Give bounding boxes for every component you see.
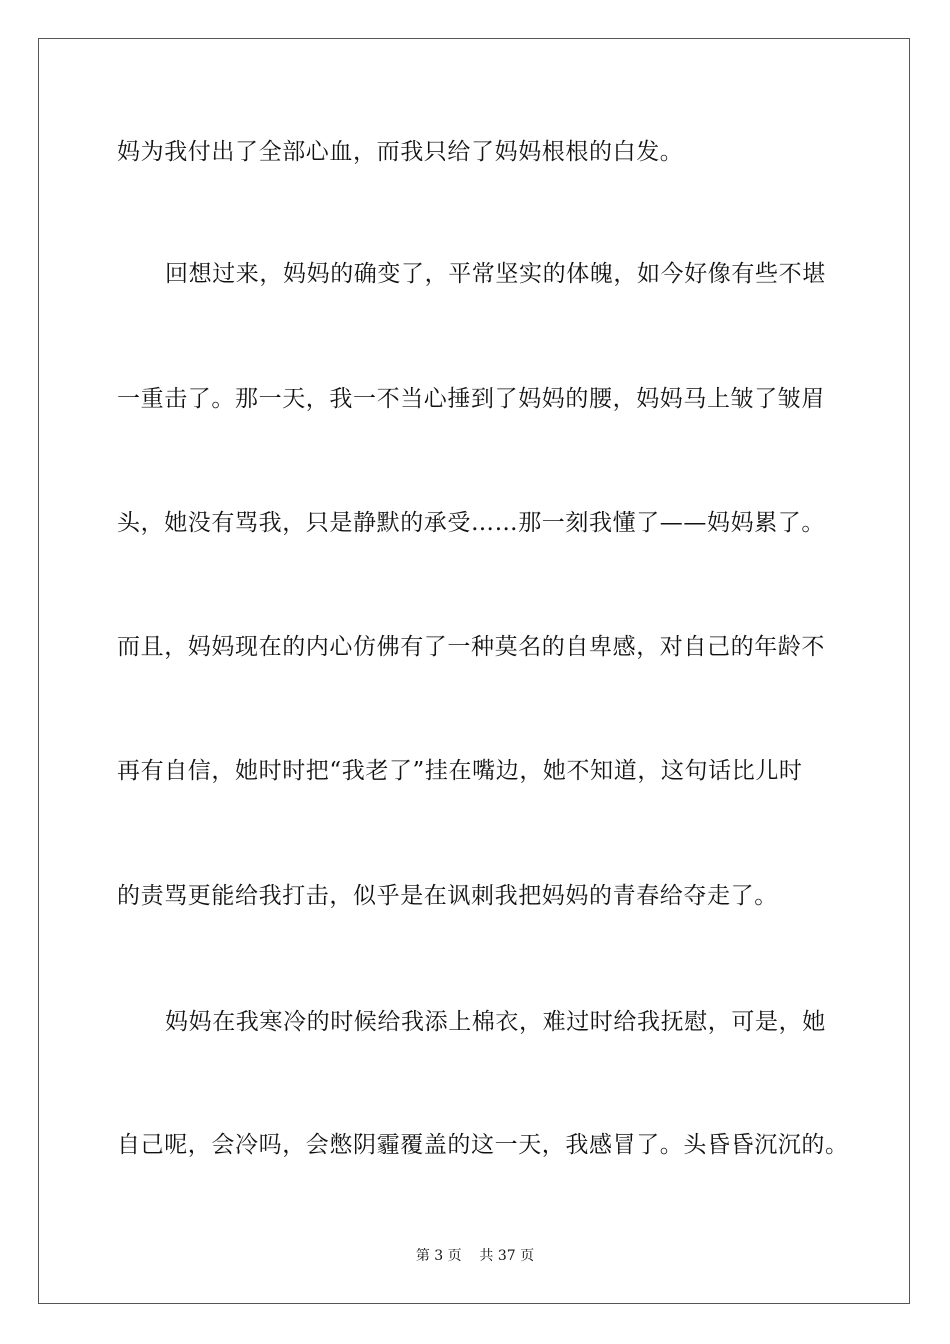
text-line: 回想过来，妈妈的确变了，平常坚实的体魄，如今好像有些不堪: [165, 261, 826, 287]
page-number: 第 3 页 共 37 页: [415, 1248, 535, 1264]
text-line: 再有自信，她时时把“我老了”挂在嘴边，她不知道，这句话比儿时: [117, 758, 803, 784]
text-line: 头，她没有骂我，只是静默的承受……那一刻我懂了——妈妈累了。: [117, 510, 825, 536]
text-line: 自己呢，会冷吗，会憋阴霾覆盖的这一天，我感冒了。头昏昏沉沉的。: [117, 1132, 849, 1158]
text-line: 而且，妈妈现在的内心仿佛有了一种莫名的自卑感，对自己的年龄不: [117, 634, 825, 660]
text-line: 妈为我付出了全部心血，而我只给了妈妈根根的白发。: [117, 139, 684, 165]
text-line: 的责骂更能给我打击，似乎是在讽刺我把妈妈的青春给夺走了。: [117, 883, 778, 909]
text-line: 一重击了。那一天，我一不当心捶到了妈妈的腰，妈妈马上皱了皱眉: [117, 386, 825, 412]
page-frame: [38, 38, 910, 1304]
text-line: 妈妈在我寒冷的时候给我添上棉衣，难过时给我抚慰，可是，她: [165, 1009, 826, 1035]
